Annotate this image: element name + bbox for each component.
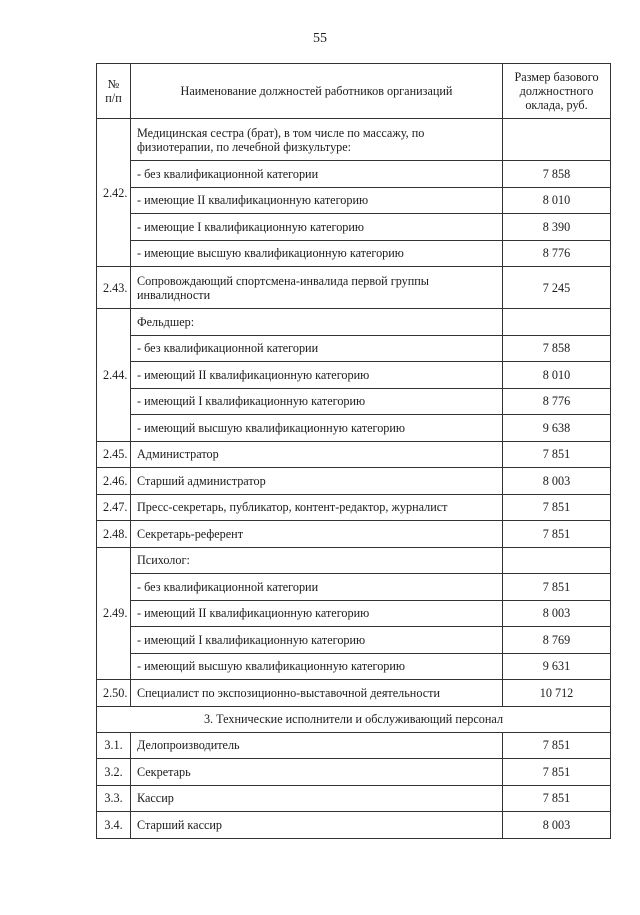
- salary-value: 7 851: [503, 759, 611, 786]
- table-row: [97, 653, 611, 680]
- salary-value: 7 851: [503, 785, 611, 812]
- position-name: Старший администратор: [131, 468, 503, 495]
- salary-value: 10 712: [503, 680, 611, 707]
- table-row: [97, 388, 611, 415]
- salary-value: 7 858: [503, 161, 611, 188]
- table-row-group-title: [97, 547, 611, 574]
- position-name: - без квалификационной категории: [131, 574, 503, 601]
- table-row: [97, 362, 611, 389]
- table-row: [97, 441, 611, 468]
- table-row-group-title: [97, 309, 611, 336]
- group-title: Фельдшер:: [131, 309, 503, 336]
- position-name: Администратор: [131, 441, 503, 468]
- position-name: - имеющий II квалификационную категорию: [131, 362, 503, 389]
- salary-value: 7 851: [503, 574, 611, 601]
- salary-value: 7 245: [503, 267, 611, 309]
- table-row: [97, 468, 611, 495]
- position-name: Пресс-секретарь, публикатор, контент-редактор, журналист: [131, 494, 503, 521]
- row-number: 2.46.: [97, 468, 131, 495]
- salary-value: 8 003: [503, 468, 611, 495]
- group-title: Медицинская сестра (брат), в том числе по массажу, по физиотерапии, по лечебной физкультуре:: [131, 119, 503, 161]
- table-row: [97, 680, 611, 707]
- group-title: Психолог:: [131, 547, 503, 574]
- table-row: [97, 335, 611, 362]
- salary-value: 8 003: [503, 600, 611, 627]
- position-name: Секретарь: [131, 759, 503, 786]
- table-row: [97, 267, 611, 309]
- table-row: [97, 521, 611, 548]
- table-row: [97, 627, 611, 654]
- salary-value: 8 010: [503, 187, 611, 214]
- salary-value: 7 851: [503, 494, 611, 521]
- header-number: № п/п: [97, 64, 131, 119]
- table-row: [97, 240, 611, 267]
- row-number: 3.2.: [97, 759, 131, 786]
- salary-value: 7 858: [503, 335, 611, 362]
- header-base-salary: Размер базового должностного оклада, руб.: [503, 64, 611, 119]
- salary-value: 8 776: [503, 240, 611, 267]
- salary-value: 9 638: [503, 415, 611, 442]
- row-number: 2.45.: [97, 441, 131, 468]
- row-number: 2.48.: [97, 521, 131, 548]
- row-number: 2.42.: [97, 119, 131, 267]
- section-row: [97, 706, 611, 732]
- salary-value: 9 631: [503, 653, 611, 680]
- salary-value: 8 769: [503, 627, 611, 654]
- row-number: 2.50.: [97, 680, 131, 707]
- salary-value: 8 010: [503, 362, 611, 389]
- salary-value: 8 390: [503, 214, 611, 241]
- table-row: [97, 785, 611, 812]
- row-number: 2.44.: [97, 309, 131, 442]
- table-row: [97, 812, 611, 839]
- page-number: 55: [313, 31, 327, 46]
- position-name: - имеющие высшую квалификационную категорию: [131, 240, 503, 267]
- table-row: [97, 187, 611, 214]
- row-number: 2.43.: [97, 267, 131, 309]
- table-body: [97, 119, 611, 839]
- position-name: - имеющие I квалификационную категорию: [131, 214, 503, 241]
- salary-table: [96, 63, 611, 839]
- table-row: [97, 600, 611, 627]
- group-title-value-empty: [503, 547, 611, 574]
- position-name: Старший кассир: [131, 812, 503, 839]
- salary-value: 8 776: [503, 388, 611, 415]
- position-name: Секретарь-референт: [131, 521, 503, 548]
- position-name: - без квалификационной категории: [131, 161, 503, 188]
- table-row: [97, 574, 611, 601]
- salary-value: 7 851: [503, 732, 611, 759]
- row-number: 2.49.: [97, 547, 131, 680]
- position-name: - без квалификационной категории: [131, 335, 503, 362]
- position-name: - имеющий I квалификационную категорию: [131, 627, 503, 654]
- salary-value: 7 851: [503, 441, 611, 468]
- position-name: - имеющие II квалификационную категорию: [131, 187, 503, 214]
- position-name: - имеющий высшую квалификационную категорию: [131, 653, 503, 680]
- salary-value: 8 003: [503, 812, 611, 839]
- table-row: [97, 214, 611, 241]
- salary-value: 7 851: [503, 521, 611, 548]
- position-name: - имеющий высшую квалификационную категорию: [131, 415, 503, 442]
- position-name: Кассир: [131, 785, 503, 812]
- row-number: 2.47.: [97, 494, 131, 521]
- table-row: [97, 759, 611, 786]
- table-row: [97, 494, 611, 521]
- position-name: - имеющий I квалификационную категорию: [131, 388, 503, 415]
- section-title: 3. Технические исполнители и обслуживающий персонал: [97, 706, 611, 732]
- row-number: 3.4.: [97, 812, 131, 839]
- table-row: [97, 161, 611, 188]
- row-number: 3.3.: [97, 785, 131, 812]
- position-name: - имеющий II квалификационную категорию: [131, 600, 503, 627]
- position-name: Сопровождающий спортсмена-инвалида первой группы инвалидности: [131, 267, 503, 309]
- row-number: 3.1.: [97, 732, 131, 759]
- group-title-value-empty: [503, 309, 611, 336]
- position-name: Специалист по экспозиционно-выставочной деятельности: [131, 680, 503, 707]
- table-row: [97, 732, 611, 759]
- table-row: [97, 415, 611, 442]
- position-name: Делопроизводитель: [131, 732, 503, 759]
- table-row-group-title: [97, 119, 611, 161]
- group-title-value-empty: [503, 119, 611, 161]
- table-header-row: [97, 64, 611, 119]
- header-position-name: Наименование должностей работников организаций: [131, 64, 503, 119]
